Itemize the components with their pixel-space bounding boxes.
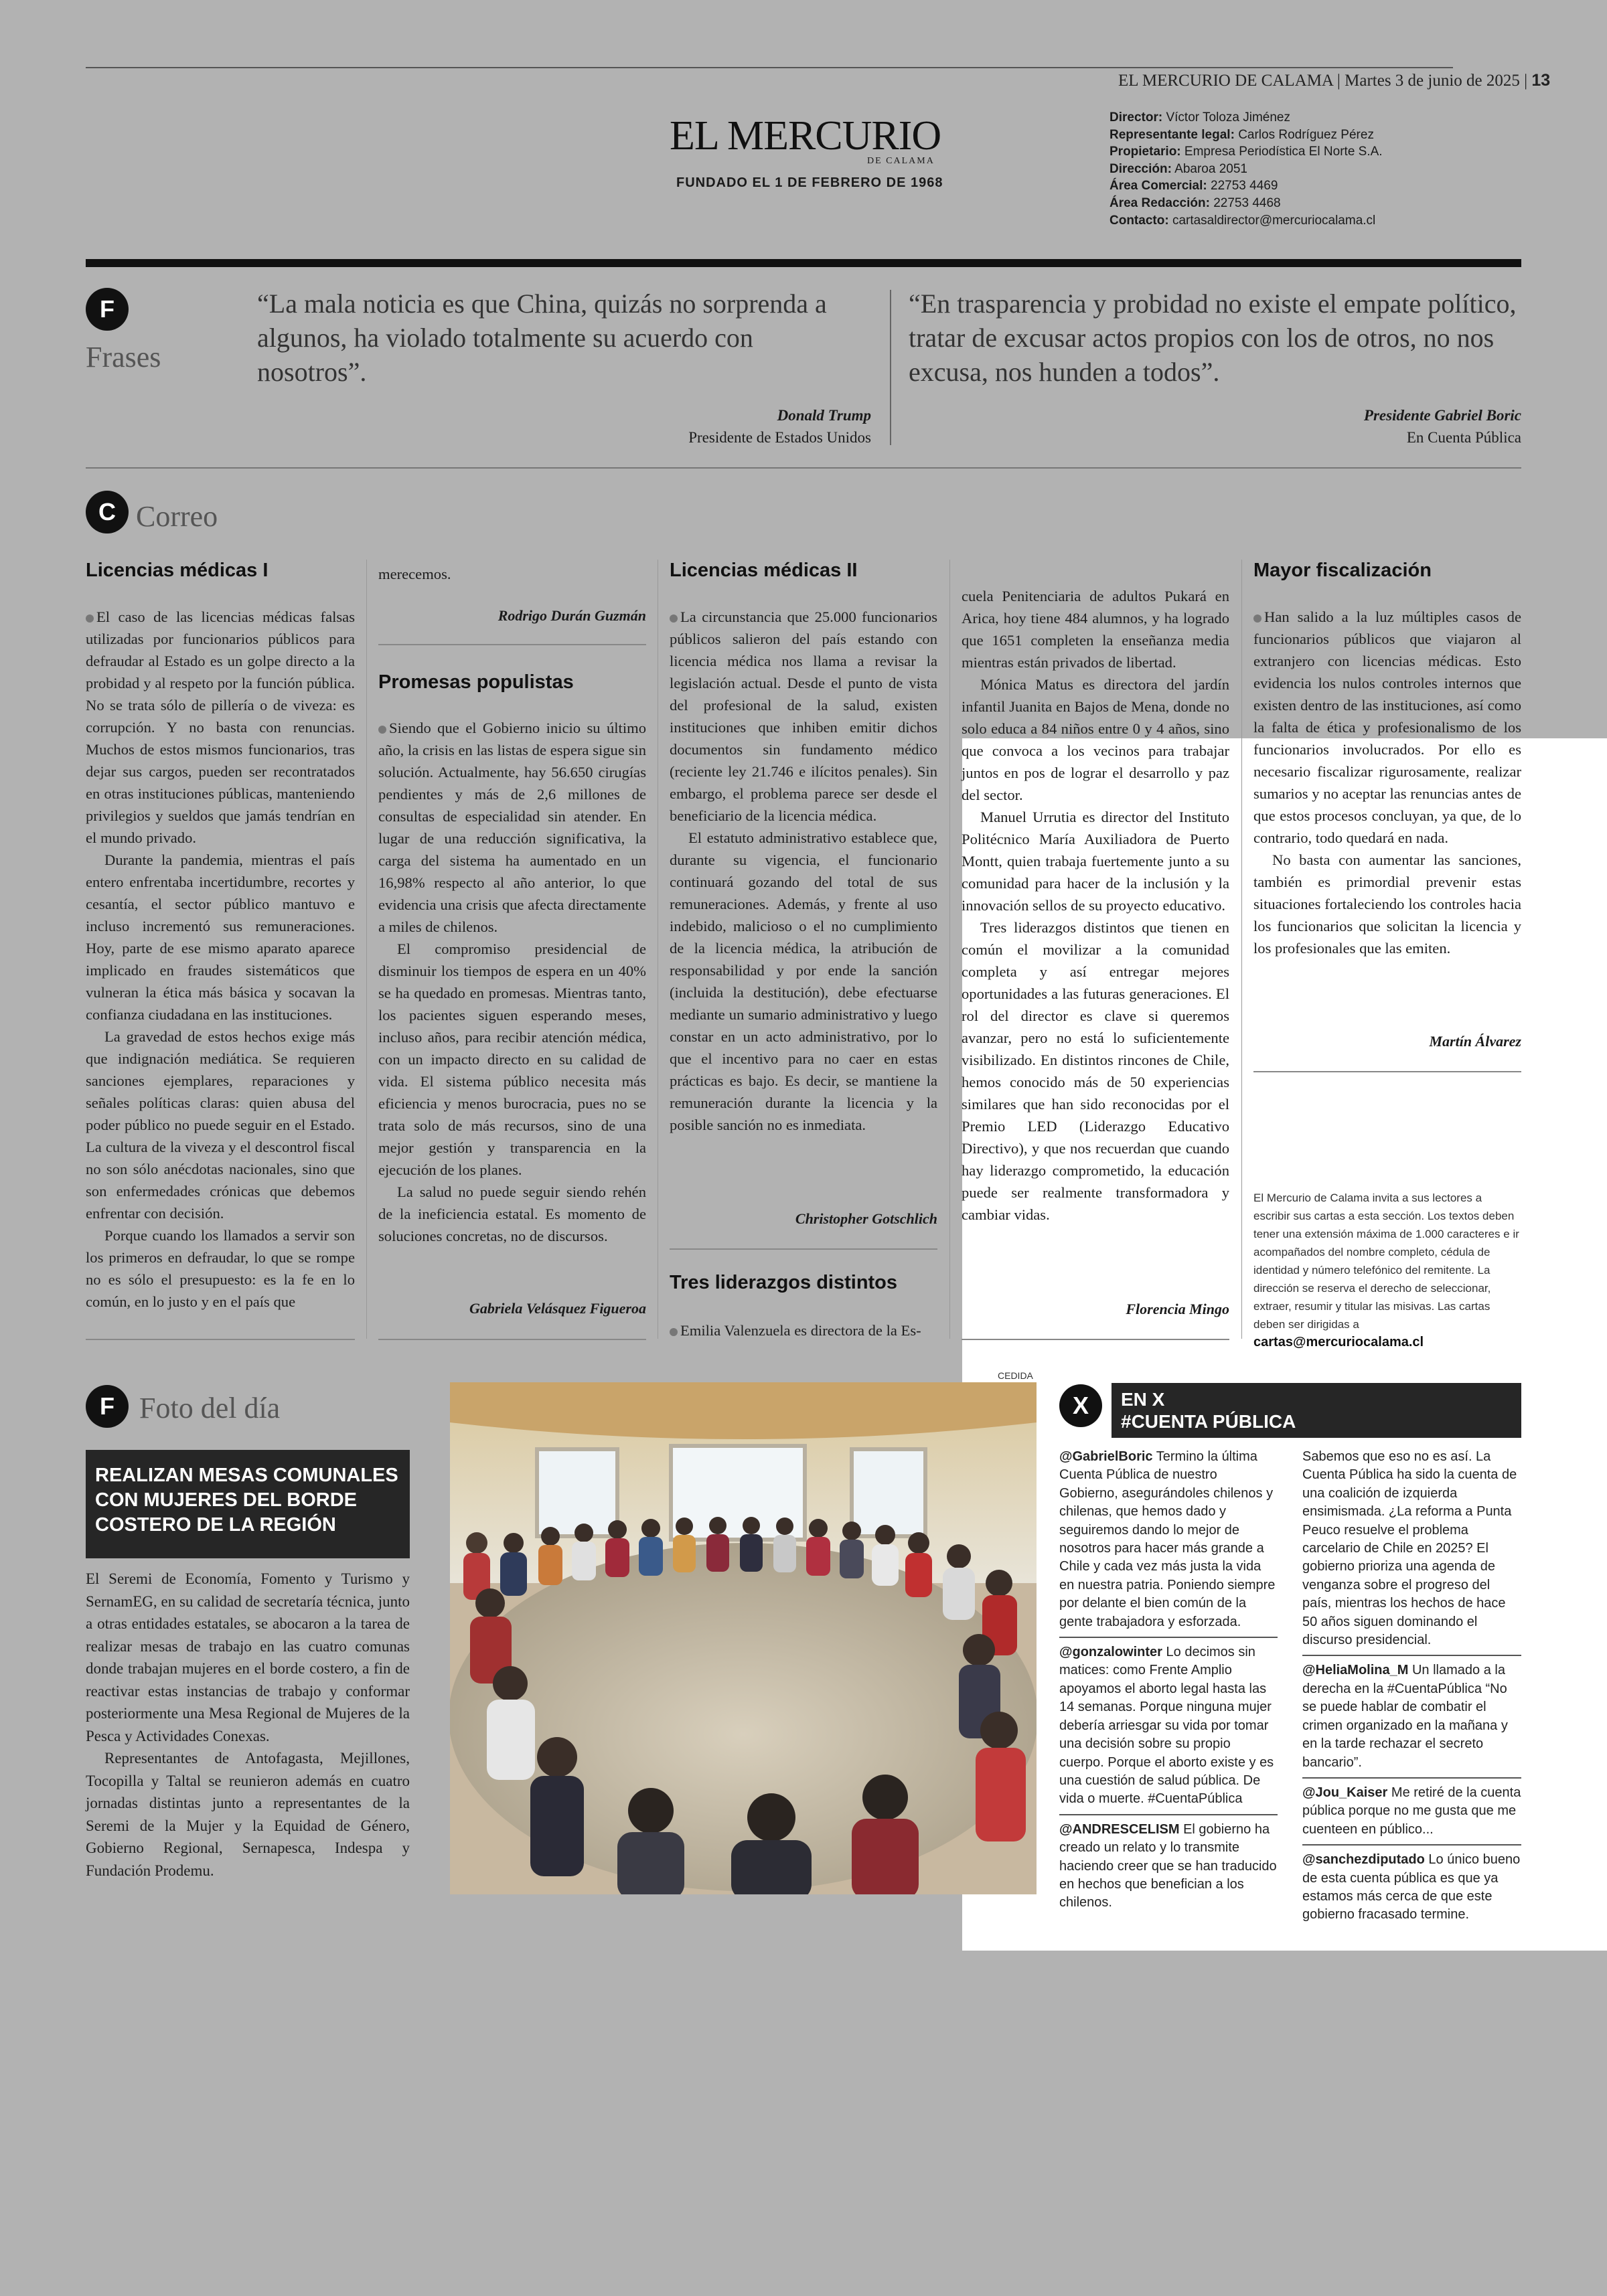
letter-5-headline: Mayor fiscalización (1253, 560, 1432, 581)
quote-1: “La mala noticia es que China, quizás no sorprenda a algunos, ha violado totalmente su acuerdo con nosotros”. (257, 289, 827, 387)
letter-4-headline: Tres liderazgos distintos (670, 1272, 898, 1293)
tweet-text: Un llamado a la derecha en la #CuentaPública “No se puede hablar de combatir el crimen organizado en la mañana y en la tarde rechazar el secreto bancario”. (1302, 1663, 1508, 1770)
masthead-line (1109, 143, 1383, 161)
quote-2-role: En Cuenta Pública (1406, 429, 1521, 446)
frases-bottom-rule (86, 467, 1521, 469)
correo-col-divider (949, 560, 950, 1339)
letter-4-p2: Mónica Matus es directora del jardín infantil Juanita en Bajos de Mena, donde no solo educa a 84 niños entre 0 y 4 años, sino que convoca a los vecinos para trabajar juntos en pos de lograr el desarrollo y paz del sector. (962, 676, 1229, 803)
masthead-value: 22753 4469 (1211, 179, 1278, 193)
letter-4-body (962, 585, 1229, 1226)
foto-icon: F (86, 1385, 129, 1428)
letter-3-signature: Christopher Gotschlich (795, 1210, 937, 1227)
masthead (1109, 109, 1383, 229)
x-panel-title-1: EN X (1121, 1389, 1165, 1410)
masthead-value: Carlos Rodríguez Pérez (1238, 127, 1374, 142)
tweet (1302, 1784, 1521, 1846)
bullet-icon (86, 614, 94, 623)
letter-1-body (86, 606, 355, 1313)
folio: EL MERCURIO DE CALAMA | Martes 3 de junio de 2025 | 13 (1118, 71, 1551, 90)
tweet-text: El gobierno ha creado un relato y lo transmite haciendo creer que se han traducido en hechos que benefician a los chilenos. (1059, 1821, 1277, 1910)
top-rule (86, 67, 1453, 68)
masthead-line (1109, 127, 1383, 144)
tweet-handle[interactable]: @HeliaMolina_M (1302, 1663, 1409, 1678)
letter-2-p2: El compromiso presidencial de disminuir los tiempos de espera en un 40% se ha quedado en promesas. Mientras tanto, los pacientes siguen esperando meses, incluso años, para recibir atención médica, con un impacto directo en su calidad de vida. El sistema público necesita más eficiencia y menos burocracia, pues no se trata solo de más recursos, sino de una mejor gestión y transparencia en la ejecución de los planes. (378, 940, 646, 1178)
letters-email[interactable]: cartas@mercuriocalama.cl (1253, 1335, 1424, 1349)
letter-5-body (1253, 606, 1521, 959)
frases-title: Frases (86, 341, 161, 374)
col-4-bottom-rule (962, 1339, 1229, 1340)
letter-4-intro (670, 1319, 937, 1341)
masthead-line (1109, 161, 1383, 178)
logo-sub: DE CALAMA (867, 156, 935, 166)
quote-2-author: Presidente Gabriel Boric (1363, 407, 1521, 424)
letter-2-body (378, 717, 646, 1247)
folio-paper: EL MERCURIO DE CALAMA (1118, 72, 1333, 90)
masthead-value[interactable]: cartasaldirector@mercuriocalama.cl (1172, 213, 1376, 228)
foto-p1: El Seremi de Economía, Fomento y Turismo y SernamEG, en su calidad de secretaría técnica, junto a otras entidades estatales, se abocaron a la tarea de realizar mesas de trabajo en las cuatro comunas donde trabajan mujeres en el borde costero, a fin de reactivar estas instancias de trabajo y conformar posteriormente una Mesa Regional de Mujeres de la Pesca y Actividades Conexas. (86, 1570, 410, 1744)
tweet (1302, 1448, 1521, 1656)
masthead-label: Representante legal: (1109, 127, 1235, 142)
tweet-text: Sabemos que eso no es así. La Cuenta Pública ha sido la cuenta de una coalición de izquierda ensimismada. ¿La reforma a Punta Peuco resuelve el problema carcelario de Chile en 2025? El gobierno prioriza una agenda de venganza sobre el progreso del país, mientras los hechos de hace 50 años siguen dominando el discurso presidencial. (1302, 1449, 1517, 1648)
tweets-right-column (1302, 1448, 1521, 1935)
col-3-sep (670, 1248, 937, 1250)
founded-line: FUNDADO EL 1 DE FEBRERO DE 1968 (676, 175, 943, 190)
frases-icon: F (86, 288, 129, 331)
tweet (1059, 1448, 1278, 1638)
masthead-line (1109, 109, 1383, 127)
masthead-label: Director: (1109, 110, 1163, 125)
photo-illustration (450, 1382, 1037, 1894)
quote-1-author: Donald Trump (777, 407, 871, 424)
tweet (1059, 1643, 1278, 1815)
tweet-handle[interactable]: @GabrielBoric (1059, 1449, 1153, 1464)
letter-3-headline: Licencias médicas II (670, 560, 858, 581)
col-2-sep-1 (378, 644, 646, 645)
logo: EL MERCURIO (670, 113, 941, 159)
x-panel-header (1112, 1383, 1521, 1438)
tweet-handle[interactable]: @gonzalowinter (1059, 1645, 1162, 1660)
letter-5-p2: No basta con aumentar las sanciones, también es primordial prevenir estas situaciones fortaleciendo los controles hacia los funcionarios que solicitan la licencia y los profesionales que las emiten. (1253, 851, 1521, 957)
photo-credit: CEDIDA (998, 1370, 1033, 1381)
letter-2-headline: Promesas populistas (378, 671, 574, 693)
masthead-value: 22753 4468 (1213, 195, 1281, 210)
folio-date: Martes 3 de junio de 2025 (1345, 72, 1520, 90)
bullet-icon (378, 726, 386, 734)
frases-divider (890, 290, 891, 445)
tweet-handle[interactable]: @sanchezdiputado (1302, 1852, 1425, 1868)
masthead-label: Contacto: (1109, 213, 1169, 228)
col-2-bottom-rule (378, 1339, 646, 1340)
masthead-line (1109, 177, 1383, 195)
folio-page: 13 (1531, 71, 1551, 90)
letter-1-signature: Rodrigo Durán Guzmán (498, 607, 646, 624)
correo-icon: C (86, 491, 129, 534)
correo-col-divider (366, 560, 367, 1339)
masthead-label: Área Redacción: (1109, 195, 1210, 210)
tweet-handle[interactable]: @Jou_Kaiser (1302, 1785, 1388, 1800)
letter-2-p1: Siendo que el Gobierno inicio su último año, la crisis en las listas de espera sigue sin solución. Actualmente, hay 56.650 cirugías pendientes y más de 2,6 millones de consultas de especialidad sin atender. En lugar de una reducción significativa, la carga del sistema ha aumentado en un 16,98% respecto al año anterior, lo que evidencia una crisis que afecta directamente a miles de chilenos. (378, 720, 646, 935)
foto-headline: REALIZAN MESAS COMUNALES CON MUJERES DEL BORDE COSTERO DE LA REGIÓN (86, 1450, 410, 1558)
foto-title: Foto del día (139, 1392, 281, 1424)
masthead-value: Empresa Periodística El Norte S.A. (1184, 145, 1383, 159)
tweets-left-column (1059, 1448, 1278, 1923)
quote-1-role: Presidente de Estados Unidos (688, 429, 871, 446)
letter-5-signature: Martín Álvarez (1429, 1033, 1521, 1050)
letters-note-text: El Mercurio de Calama invita a sus lectores a escribir sus cartas a esta sección. Los textos deben tener una extensión máxima de 1.000 caracteres e ir acompañados del nombre completo, cédula de identidad y número telefónico del remitente. La dirección se reserva el derecho de seleccionar, extraer, resumir y titular las misivas. Las cartas deben ser dirigidas a (1253, 1192, 1519, 1331)
x-icon: X (1059, 1384, 1102, 1427)
x-panel-title-2: #CUENTA PÚBLICA (1121, 1411, 1296, 1432)
bullet-icon (1253, 614, 1261, 623)
tweet-handle[interactable]: @ANDRESCELISM (1059, 1821, 1180, 1837)
letter-4-p1: cuela Penitenciaria de adultos Pukará en Arica, hoy tiene 484 alumnos, y ha logrado que 1651 completen la enseñanza media mientras están privados de libertad. (962, 588, 1229, 671)
tweet (1302, 1851, 1521, 1930)
masthead-value: Abaroa 2051 (1174, 161, 1247, 176)
letter-4-p3: Manuel Urrutia es director del Instituto Politécnico María Auxiliadora de Puerto Montt, quien trabaja fuertemente junto a su comunidad para hacer de la inclusión y la innovación sellos de su proyecto educativo. (962, 809, 1229, 914)
masthead-label: Dirección: (1109, 161, 1172, 176)
masthead-line (1109, 195, 1383, 212)
letter-3-body (670, 606, 937, 1136)
tweet-text: Termino la última Cuenta Pública de nuestro Gobierno, asegurándoles chilenos y chilenas, que hemos dado y seguiremos dando lo mejor de nosotros para hacer más grande a Chile y cada vez más justa la vida en nuestra patria. Poniendo siempre por delante el bien común de la gente trabajadora y esforzada. (1059, 1449, 1276, 1629)
letter-2-signature: Gabriela Velásquez Figueroa (469, 1300, 646, 1317)
letter-4-p4: Tres liderazgos distintos que tienen en común el movilizar a la comunidad completa y así entregar mejores oportunidades a las futuras generaciones. El rol del director es clave si queremos avanzar, pero no está lo suficientemente visibilizado. En distintos rincones de Chile, hemos conocido más de 50 experiencias similares que han sido reconocidas por el Premio LED (Liderazgo Educativo Directivo), y que nos recuerdan que cuando hay liderazgo comprometido, la educación puede ser realmente transformadora y cambiar vidas. (962, 919, 1229, 1223)
masthead-line (1109, 212, 1383, 230)
letter-5-p1: Han salido a la luz múltiples casos de funcionarios públicos que viajaron al extranjero con licencias médicas. Esto evidencia los nulos controles internos que existen dentro de las instituciones, así como la falta de ética y profesionalismo de los funcionarios involucrados. Por ello es necesario fiscalizar rigurosamente, realizar sumarios y no aceptar las renuncias antes de que estos procesos concluyan, ya que, de lo contrario, todo quedará en nada. (1253, 608, 1521, 846)
letter-1-p1: El caso de las licencias médicas falsas utilizadas por funcionarios públicos para defraudar al Estado es un golpe directo a la probidad y al respeto por la función pública. No se trata sólo de pillería o de viveza: es corrupción. Y no basta con renuncias. Muchos de estos mismos funcionarios, tras dejar sus cargos, pueden ser recontratados en otras instituciones públicas, manteniendo privilegios y sueldos que jamás tendrían en el mundo privado. (86, 608, 355, 846)
letter-1-p3: La gravedad de estos hechos exige más que indignación mediática. Se requieren sanciones ejemplares, reparaciones y señales políticas claras: quien abusa del poder público no puede seguir en el Estado. La cultura de la viveza y el descontrol fiscal no son sólo anécdotas nacionales, sino que son enfermedades crónicas que debemos enfrentar con decisión. (86, 1028, 355, 1222)
letter-1-p4: Porque cuando los llamados a servir son los primeros en defraudar, lo que se rompe no es sólo el presupuesto: es la fe en lo común, en lo justo y en el país que (86, 1227, 355, 1310)
tweet (1302, 1661, 1521, 1778)
tweet-text: Lo decimos sin matices: como Frente Amplio apoyamos el aborto legal hasta las 14 semanas. Porque ninguna mujer debería arriesgar su vida por tomar una decisión sobre su propio cuerpo. Porque el aborto existe y es una cuestión de salud pública. De vida o muerte. #CuentaPública (1059, 1645, 1274, 1807)
correo-title: Correo (136, 500, 218, 533)
tweet-text: Lo único bueno de esta cuenta pública es que ya estamos más cerca de que este gobierno fracasado termine. (1302, 1852, 1521, 1922)
letter-3-p2: El estatuto administrativo establece que, durante su vigencia, el funcionario continuará gozando del total de sus remuneraciones. Además, y frente al uso indebido, malicioso o el no cumplimiento de la licencia médica, la atribución de responsabilidad y por ende la sanción (incluida la destitución), debe efectuarse mediante un sumario administrativo y luego constar en un acto administrativo, por lo que el incentivo para no caer en estas prácticas es bajo. Es decir, se mantiene la remuneración durante la licencia y la posible sanción no es inmediata. (670, 829, 937, 1133)
masthead-label: Propietario: (1109, 145, 1181, 159)
col-5-sep (1253, 1071, 1521, 1072)
letter-4-signature: Florencia Mingo (1126, 1301, 1229, 1317)
masthead-label: Área Comercial: (1109, 179, 1207, 193)
masthead-value: Víctor Toloza Jiménez (1166, 110, 1290, 125)
letter-3-p1: La circunstancia que 25.000 funcionarios públicos salieron del país estando con licencia médica nos llama a revisar la legislación actual. Desde el punto de vista del profesional de la salud, existen instituciones que inhiben emitir dichos documentos sin fundamento médico (reciente ley 21.746 e ilícitos penales). Sin embargo, el problema parece ser desde el beneficiario de la licencia médica. (670, 608, 937, 824)
bullet-icon (670, 614, 678, 623)
tweet-text: Me retiré de la cuenta pública porque no me gusta que me cuenteen en público... (1302, 1785, 1521, 1837)
letter-1-p2: Durante la pandemia, mientras el país entero enfrentaba incertidumbre, recortes y cesantía, el sector público mantuvo e incluso incrementó sus remuneraciones. Hoy, parte de ese mismo aparato aparece implicado en fraudes sistemáticos que vulneran la ética más básica y socavan la confianza ciudadana en las instituciones. (86, 851, 355, 1023)
letter-1-continued: merecemos. (378, 566, 451, 582)
letter-1-headline: Licencias médicas I (86, 560, 269, 581)
foto-body (86, 1568, 410, 1882)
letters-note (1253, 1189, 1521, 1351)
col-1-bottom-rule (86, 1339, 355, 1340)
bullet-icon (670, 1328, 678, 1336)
header-thick-rule (86, 259, 1521, 267)
photo-women-meeting (450, 1382, 1037, 1894)
correo-col-divider (1241, 560, 1242, 1339)
letter-2-p3: La salud no puede seguir siendo rehén de la ineficiencia estatal. Es momento de soluciones concretas, no de discursos. (378, 1183, 646, 1244)
tweet (1059, 1821, 1278, 1918)
foto-p2: Representantes de Antofagasta, Mejillones, Tocopilla y Taltal se reunieron además en cuatro jornadas distintas junto a representantes de la Seremi de la Mujer y la Equidad de Género, Gobierno Regional, Sernapesca, Indespa y Fundación Prodemu. (86, 1750, 410, 1879)
quote-2: “En trasparencia y probidad no existe el empate político, tratar de excusar actos propios con los de otros, no nos excusa, nos hunden a todos”. (909, 289, 1517, 387)
letter-4-intro-text: Emilia Valenzuela es directora de la Es- (680, 1322, 921, 1339)
